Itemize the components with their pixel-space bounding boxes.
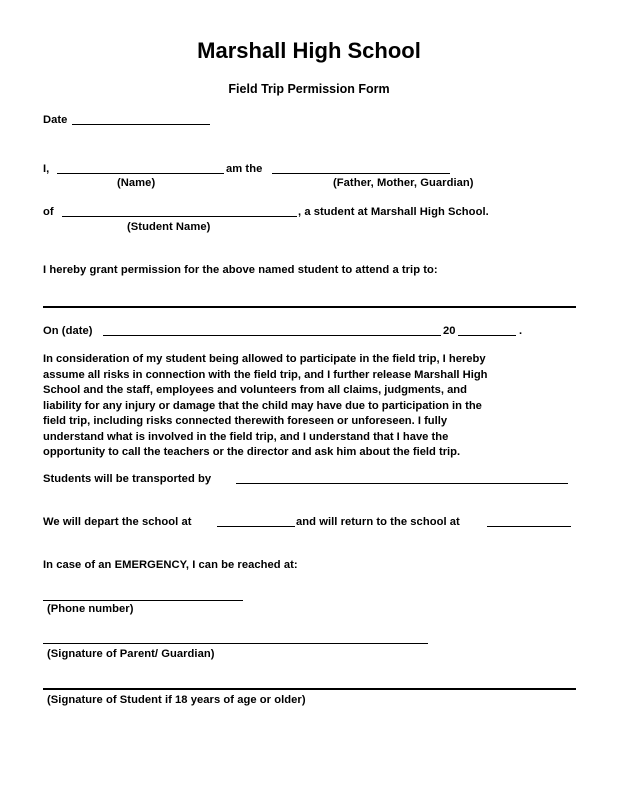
consent-line: In consideration of my student being allowed to participate in the field trip, I hereby [43, 353, 486, 365]
year-prefix: 20 [443, 325, 456, 337]
depart-time-field[interactable] [217, 526, 295, 527]
student-suffix: , a student at Marshall High School. [298, 206, 489, 218]
return-time-field[interactable] [487, 526, 571, 527]
consent-line: School and the staff, employees and volunteers from all claims, judgments, and [43, 384, 467, 396]
of-label: of [43, 206, 54, 218]
parent-name-field[interactable] [57, 173, 224, 174]
consent-line: liability for any injury or damage that the child may have due to participation in the [43, 399, 482, 412]
consent-line: field trip, including risks connected therewith foreseen or unforeseen. I fully [43, 415, 448, 427]
date-field[interactable] [72, 124, 210, 125]
student-signature-hint: (Signature of Student if 18 years of age or older) [47, 694, 306, 706]
transport-field[interactable] [236, 483, 568, 484]
date-label: Date [43, 114, 68, 126]
grant-text: I hereby grant permission for the above named student to attend a trip to: [43, 264, 438, 276]
return-label: and will return to the school at [296, 516, 460, 528]
trip-destination-field[interactable] [43, 306, 576, 308]
phone-hint: (Phone number) [47, 603, 134, 615]
am-the-label: am the [226, 163, 263, 175]
consent-paragraph [43, 352, 571, 461]
emergency-label: In case of an EMERGENCY, I can be reached at: [43, 559, 298, 571]
depart-label: We will depart the school at [43, 516, 192, 528]
page-title: Marshall High School [197, 38, 421, 63]
i-label: I, [43, 163, 50, 175]
parent-signature-hint: (Signature of Parent/ Guardian) [47, 648, 215, 660]
student-name-field[interactable] [62, 216, 297, 217]
name-hint: (Name) [117, 177, 156, 189]
consent-line: opportunity to call the teachers or the director and ask him about the field trip. [43, 446, 461, 458]
form-subtitle: Field Trip Permission Form [228, 82, 390, 96]
consent-line: understand what is involved in the field trip, and I understand that I have the [43, 430, 449, 443]
parent-signature-field[interactable] [43, 643, 428, 644]
year-suffix: . [519, 325, 523, 337]
transport-label: Students will be transported by [43, 473, 212, 485]
relation-field[interactable] [272, 173, 450, 174]
relation-hint: (Father, Mother, Guardian) [333, 177, 474, 189]
trip-date-field[interactable] [103, 335, 441, 336]
student-signature-field[interactable] [43, 688, 576, 690]
consent-line: assume all risks in connection with the field trip, and I further release Marshall High [43, 368, 488, 381]
trip-year-field[interactable] [458, 335, 516, 336]
phone-field[interactable] [43, 600, 243, 601]
on-date-label: On (date) [43, 325, 93, 337]
student-name-hint: (Student Name) [127, 221, 211, 233]
